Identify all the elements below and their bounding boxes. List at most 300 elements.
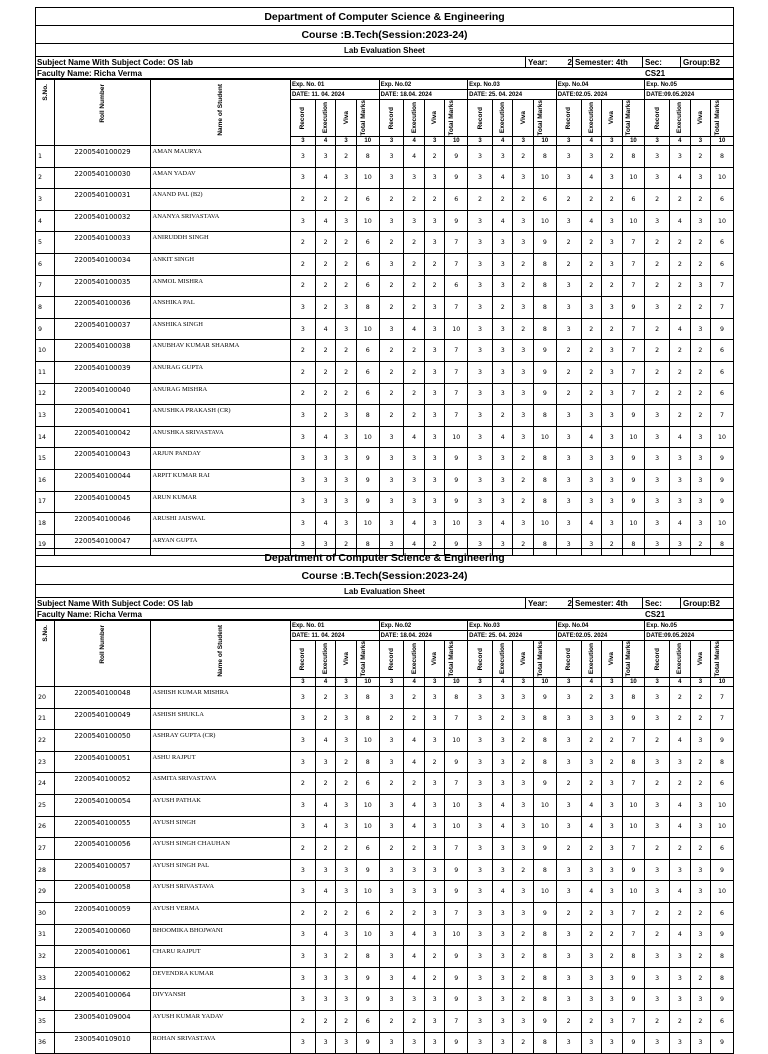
- roll-number: 2200540100029: [55, 146, 150, 168]
- marks-cell: 3: [315, 534, 336, 556]
- serial-number: 9: [36, 318, 55, 340]
- marks-cell: 2: [690, 361, 711, 383]
- marks-cell: 3: [379, 687, 404, 709]
- sub-header: [556, 641, 581, 678]
- marks-cell: 2: [315, 405, 336, 427]
- marks-cell: 3: [468, 816, 493, 838]
- sub-header-text: Record: [476, 106, 484, 130]
- marks-cell: 3: [290, 491, 315, 513]
- total-marks-cell: 8: [534, 534, 557, 556]
- sub-header-text: Viva: [696, 111, 704, 125]
- sub-header-text: Execution: [322, 102, 330, 134]
- max-marks: 4: [404, 137, 425, 146]
- total-marks-cell: 6: [711, 189, 734, 211]
- sub-header-text: Execution: [499, 102, 507, 134]
- marks-cell: 3: [468, 794, 493, 816]
- total-marks-cell: 9: [622, 859, 645, 881]
- marks-cell: 2: [513, 730, 534, 752]
- marks-cell: 3: [602, 340, 623, 362]
- max-marks: 10: [534, 137, 557, 146]
- marks-cell: 3: [602, 773, 623, 795]
- marks-cell: 3: [424, 448, 445, 470]
- experiment-label: Exp. No.04: [556, 80, 645, 90]
- total-marks-cell: 10: [534, 513, 557, 535]
- marks-cell: 3: [468, 469, 493, 491]
- marks-cell: 3: [645, 751, 670, 773]
- sub-header-text: Record: [653, 106, 661, 130]
- total-marks-cell: 8: [534, 924, 557, 946]
- total-marks-cell: 9: [711, 448, 734, 470]
- total-marks-cell: 8: [534, 1032, 557, 1054]
- max-marks: 4: [492, 137, 513, 146]
- student-row: [36, 253, 734, 275]
- marks-cell: 4: [404, 513, 425, 535]
- total-marks-cell: 9: [711, 730, 734, 752]
- marks-cell: 4: [404, 751, 425, 773]
- serial-number: 27: [36, 838, 55, 860]
- marks-cell: 3: [379, 881, 404, 903]
- roll-number: 2200540100051: [55, 751, 150, 773]
- sub-header: [645, 641, 670, 678]
- serial-number: 31: [36, 924, 55, 946]
- marks-cell: 3: [336, 816, 357, 838]
- marks-cell: 3: [336, 513, 357, 535]
- total-marks-cell: 10: [622, 210, 645, 232]
- marks-cell: 3: [690, 924, 711, 946]
- marks-cell: 2: [602, 189, 623, 211]
- group: Group:B2: [680, 598, 735, 609]
- total-marks-cell: 9: [445, 1032, 468, 1054]
- max-marks: 10: [622, 678, 645, 687]
- marks-cell: 3: [581, 491, 602, 513]
- year-value: 2: [567, 58, 572, 67]
- total-marks-cell: 9: [534, 340, 557, 362]
- roll-number: 2200540100052: [55, 773, 150, 795]
- marks-cell: 3: [336, 210, 357, 232]
- total-marks-cell: 10: [534, 794, 557, 816]
- experiment-label: Exp. No.05: [645, 80, 734, 90]
- marks-cell: 4: [404, 946, 425, 968]
- serial-number: 19: [36, 534, 55, 556]
- marks-cell: 3: [290, 794, 315, 816]
- marks-cell: 3: [315, 859, 336, 881]
- marks-cell: 3: [602, 859, 623, 881]
- marks-cell: 3: [468, 924, 493, 946]
- total-marks-cell: 7: [445, 405, 468, 427]
- sub-header: [315, 100, 336, 137]
- roll-number: 2200540100038: [55, 340, 150, 362]
- serial-number: 30: [36, 902, 55, 924]
- marks-cell: 3: [336, 794, 357, 816]
- sub-header-text: Record: [565, 647, 573, 671]
- max-marks: 3: [424, 137, 445, 146]
- total-marks-cell: 7: [622, 340, 645, 362]
- marks-cell: 2: [404, 1010, 425, 1032]
- sub-header-text: Viva: [342, 652, 350, 666]
- total-marks-cell: 9: [445, 469, 468, 491]
- student-row: [36, 730, 734, 752]
- marks-cell: 2: [315, 297, 336, 319]
- marks-cell: 2: [404, 275, 425, 297]
- marks-cell: 3: [492, 253, 513, 275]
- sno-header: [36, 80, 55, 146]
- marks-cell: 3: [379, 794, 404, 816]
- marks-cell: 3: [556, 967, 581, 989]
- marks-cell: 3: [379, 816, 404, 838]
- total-marks-cell: 8: [711, 146, 734, 168]
- total-marks-cell: 10: [356, 794, 379, 816]
- total-marks-cell: 9: [445, 967, 468, 989]
- student-row: [36, 751, 734, 773]
- marks-cell: 3: [424, 491, 445, 513]
- marks-cell: 3: [670, 448, 691, 470]
- marks-cell: 3: [424, 902, 445, 924]
- marks-cell: 3: [492, 361, 513, 383]
- experiment-label: Exp. No.05: [645, 621, 734, 631]
- marks-cell: 3: [556, 989, 581, 1011]
- serial-number: 17: [36, 491, 55, 513]
- marks-cell: 3: [468, 167, 493, 189]
- student-name-header: [150, 621, 290, 687]
- max-marks: 3: [290, 137, 315, 146]
- sub-header: [492, 641, 513, 678]
- marks-cell: 3: [468, 146, 493, 168]
- student-row: [36, 361, 734, 383]
- student-name: ANURAG MISHRA: [150, 383, 290, 405]
- marks-cell: 3: [690, 881, 711, 903]
- serial-number: 18: [36, 513, 55, 535]
- marks-cell: 3: [581, 448, 602, 470]
- student-row: [36, 167, 734, 189]
- marks-cell: 2: [581, 232, 602, 254]
- marks-cell: 2: [336, 902, 357, 924]
- marks-cell: 2: [513, 924, 534, 946]
- marks-cell: 3: [379, 1032, 404, 1054]
- serial-number: 2: [36, 167, 55, 189]
- sub-header: [379, 641, 404, 678]
- total-marks-cell: 8: [534, 730, 557, 752]
- total-marks-cell: 10: [445, 426, 468, 448]
- total-marks-cell: 6: [711, 838, 734, 860]
- marks-cell: 3: [556, 751, 581, 773]
- roll-number: 2200540100049: [55, 708, 150, 730]
- sub-header: [336, 100, 357, 137]
- total-marks-cell: 8: [534, 318, 557, 340]
- student-name-header-text: Name of Student: [217, 625, 225, 677]
- marks-cell: 2: [290, 275, 315, 297]
- marks-cell: 3: [492, 146, 513, 168]
- experiment-date: DATE:02.05. 2024: [556, 90, 645, 100]
- marks-cell: 3: [690, 859, 711, 881]
- experiment-date: DATE: 11. 04. 2024: [290, 90, 379, 100]
- total-marks-cell: 10: [534, 816, 557, 838]
- student-name: ARYAN GUPTA: [150, 534, 290, 556]
- marks-cell: 2: [336, 361, 357, 383]
- marks-cell: 3: [602, 902, 623, 924]
- sub-header-text: Viva: [608, 652, 616, 666]
- marks-cell: 2: [690, 534, 711, 556]
- sub-header: [534, 100, 557, 137]
- sub-header: [404, 100, 425, 137]
- total-marks-cell: 9: [534, 383, 557, 405]
- marks-cell: 3: [290, 448, 315, 470]
- total-marks-cell: 9: [622, 491, 645, 513]
- marks-cell: 3: [492, 730, 513, 752]
- total-marks-cell: 10: [711, 881, 734, 903]
- total-marks-cell: 8: [622, 534, 645, 556]
- marks-cell: 2: [404, 253, 425, 275]
- roll-number: 2200540100057: [55, 859, 150, 881]
- total-marks-cell: 10: [622, 794, 645, 816]
- serial-number: 32: [36, 946, 55, 968]
- serial-number: 16: [36, 469, 55, 491]
- marks-cell: 2: [602, 751, 623, 773]
- total-marks-cell: 9: [356, 469, 379, 491]
- marks-cell: 3: [379, 146, 404, 168]
- marks-cell: 3: [424, 924, 445, 946]
- marks-cell: 3: [556, 513, 581, 535]
- sub-header: [445, 641, 468, 678]
- marks-cell: 4: [404, 816, 425, 838]
- marks-cell: 3: [290, 946, 315, 968]
- marks-cell: 4: [404, 924, 425, 946]
- marks-cell: 2: [315, 275, 336, 297]
- sub-header-text: Record: [387, 106, 395, 130]
- total-marks-cell: 8: [445, 687, 468, 709]
- total-marks-cell: 10: [445, 513, 468, 535]
- marks-cell: 2: [404, 838, 425, 860]
- marks-cell: 4: [581, 881, 602, 903]
- total-marks-cell: 9: [711, 491, 734, 513]
- total-marks-cell: 8: [711, 946, 734, 968]
- marks-cell: 3: [336, 708, 357, 730]
- marks-cell: 3: [468, 318, 493, 340]
- marks-cell: 3: [556, 167, 581, 189]
- marks-cell: 2: [379, 232, 404, 254]
- marks-cell: 4: [670, 816, 691, 838]
- semester: Semester: 4th: [572, 57, 642, 68]
- student-name: ANIRUDDH SINGH: [150, 232, 290, 254]
- student-name: ASHRAY GUPTA (CR): [150, 730, 290, 752]
- marks-cell: 2: [336, 1010, 357, 1032]
- serial-number: 29: [36, 881, 55, 903]
- sub-header-text: Execution: [410, 102, 418, 134]
- marks-cell: 3: [336, 469, 357, 491]
- marks-cell: 3: [581, 989, 602, 1011]
- marks-cell: 3: [492, 318, 513, 340]
- marks-cell: 3: [556, 275, 581, 297]
- student-row: [36, 318, 734, 340]
- sub-header: [468, 641, 493, 678]
- student-name: AYUSH PATHAK: [150, 794, 290, 816]
- marks-cell: 4: [581, 513, 602, 535]
- marks-cell: 2: [670, 687, 691, 709]
- total-marks-cell: 8: [534, 253, 557, 275]
- total-marks-cell: 8: [622, 146, 645, 168]
- marks-cell: 3: [492, 924, 513, 946]
- sub-header-text: Record: [299, 106, 307, 130]
- roll-number: 2200540100045: [55, 491, 150, 513]
- serial-number: 20: [36, 687, 55, 709]
- marks-cell: 2: [513, 946, 534, 968]
- total-marks-cell: 9: [534, 773, 557, 795]
- total-marks-cell: 10: [356, 924, 379, 946]
- marks-cell: 3: [513, 232, 534, 254]
- total-marks-cell: 10: [356, 881, 379, 903]
- experiment-label: Exp. No. 01: [290, 621, 379, 631]
- marks-cell: 3: [290, 167, 315, 189]
- marks-cell: 3: [468, 448, 493, 470]
- total-marks-cell: 6: [622, 189, 645, 211]
- roll-number: 2200540100048: [55, 687, 150, 709]
- marks-cell: 3: [690, 318, 711, 340]
- total-marks-cell: 6: [711, 340, 734, 362]
- marks-cell: 3: [468, 513, 493, 535]
- marks-cell: 2: [581, 687, 602, 709]
- total-marks-cell: 6: [534, 189, 557, 211]
- marks-cell: 3: [290, 1032, 315, 1054]
- marks-cell: 2: [645, 383, 670, 405]
- marks-cell: 3: [602, 448, 623, 470]
- marks-cell: 3: [581, 534, 602, 556]
- student-name: ASMITA SRIVASTAVA: [150, 773, 290, 795]
- marks-cell: 4: [670, 210, 691, 232]
- total-marks-cell: 8: [534, 967, 557, 989]
- marks-cell: 2: [690, 708, 711, 730]
- sub-header-text: Total Marks: [625, 641, 633, 677]
- sub-header: [513, 641, 534, 678]
- total-marks-cell: 7: [622, 318, 645, 340]
- marks-cell: 3: [492, 989, 513, 1011]
- student-row: [36, 924, 734, 946]
- marks-cell: 2: [645, 361, 670, 383]
- marks-cell: 3: [424, 989, 445, 1011]
- marks-cell: 2: [513, 253, 534, 275]
- marks-cell: 3: [513, 340, 534, 362]
- sub-header: [356, 641, 379, 678]
- course-title: Course :B.Tech(Session:2023-24): [36, 567, 734, 585]
- marks-cell: 2: [602, 534, 623, 556]
- max-marks: 3: [379, 137, 404, 146]
- total-marks-cell: 7: [622, 1010, 645, 1032]
- marks-cell: 2: [315, 340, 336, 362]
- marks-cell: 3: [424, 730, 445, 752]
- total-marks-cell: 6: [711, 361, 734, 383]
- marks-cell: 3: [315, 469, 336, 491]
- marks-cell: 4: [670, 794, 691, 816]
- total-marks-cell: 7: [622, 383, 645, 405]
- sub-header-text: Total Marks: [536, 100, 544, 136]
- total-marks-cell: 7: [622, 253, 645, 275]
- student-row: [36, 708, 734, 730]
- marks-cell: 2: [556, 773, 581, 795]
- marks-cell: 2: [670, 189, 691, 211]
- marks-cell: 3: [290, 469, 315, 491]
- total-marks-cell: 7: [445, 902, 468, 924]
- marks-cell: 3: [379, 513, 404, 535]
- sub-header: [492, 100, 513, 137]
- student-name: ARJUN PANDAY: [150, 448, 290, 470]
- total-marks-cell: 10: [711, 426, 734, 448]
- marks-cell: 3: [315, 448, 336, 470]
- marks-cell: 3: [424, 210, 445, 232]
- marks-cell: 2: [513, 318, 534, 340]
- marks-cell: 2: [315, 1010, 336, 1032]
- marks-cell: 2: [513, 967, 534, 989]
- marks-cell: 3: [290, 730, 315, 752]
- marks-cell: 2: [290, 902, 315, 924]
- marks-cell: 3: [404, 167, 425, 189]
- marks-cell: 2: [645, 318, 670, 340]
- experiment-date: DATE:09.05.2024: [645, 90, 734, 100]
- marks-cell: 3: [492, 859, 513, 881]
- marks-cell: 3: [468, 773, 493, 795]
- total-marks-cell: 7: [622, 902, 645, 924]
- marks-cell: 3: [513, 794, 534, 816]
- marks-cell: 3: [645, 167, 670, 189]
- marks-cell: 3: [492, 448, 513, 470]
- marks-cell: 4: [404, 730, 425, 752]
- roll-number: 2200540100050: [55, 730, 150, 752]
- serial-number: 15: [36, 448, 55, 470]
- total-marks-cell: 6: [356, 361, 379, 383]
- serial-number: 14: [36, 426, 55, 448]
- max-marks: 4: [581, 137, 602, 146]
- marks-cell: 2: [404, 297, 425, 319]
- max-marks: 4: [315, 137, 336, 146]
- marks-cell: 3: [670, 946, 691, 968]
- marks-cell: 2: [645, 902, 670, 924]
- sno-header-text: S.No.: [42, 625, 50, 642]
- total-marks-cell: 8: [356, 297, 379, 319]
- marks-cell: 3: [468, 1010, 493, 1032]
- marks-cell: 3: [556, 816, 581, 838]
- marks-cell: 2: [336, 232, 357, 254]
- student-name-header: [150, 80, 290, 146]
- total-marks-cell: 9: [445, 881, 468, 903]
- marks-cell: 2: [315, 902, 336, 924]
- marks-cell: 3: [379, 318, 404, 340]
- marks-cell: 3: [513, 902, 534, 924]
- max-marks: 10: [534, 678, 557, 687]
- marks-cell: 4: [670, 426, 691, 448]
- marks-cell: 2: [290, 383, 315, 405]
- marks-cell: 2: [404, 383, 425, 405]
- marks-cell: 3: [468, 838, 493, 860]
- experiment-date: DATE:09.05.2024: [645, 631, 734, 641]
- total-marks-cell: 9: [622, 708, 645, 730]
- marks-cell: 2: [336, 946, 357, 968]
- total-marks-cell: 8: [534, 146, 557, 168]
- marks-cell: 2: [424, 189, 445, 211]
- marks-cell: 3: [581, 469, 602, 491]
- marks-cell: 4: [581, 816, 602, 838]
- marks-cell: 2: [581, 838, 602, 860]
- marks-cell: 3: [670, 469, 691, 491]
- marks-cell: 2: [315, 708, 336, 730]
- marks-cell: 3: [336, 1032, 357, 1054]
- total-marks-cell: 6: [711, 383, 734, 405]
- marks-cell: 2: [690, 946, 711, 968]
- marks-cell: 3: [379, 448, 404, 470]
- marks-cell: 3: [602, 361, 623, 383]
- faculty-name: Faculty Name: Richa Verma: [37, 69, 142, 78]
- student-row: [36, 859, 734, 881]
- marks-cell: 3: [290, 989, 315, 1011]
- student-name: ANKIT SINGH: [150, 253, 290, 275]
- student-name: ARUN KUMAR: [150, 491, 290, 513]
- total-marks-cell: 8: [356, 534, 379, 556]
